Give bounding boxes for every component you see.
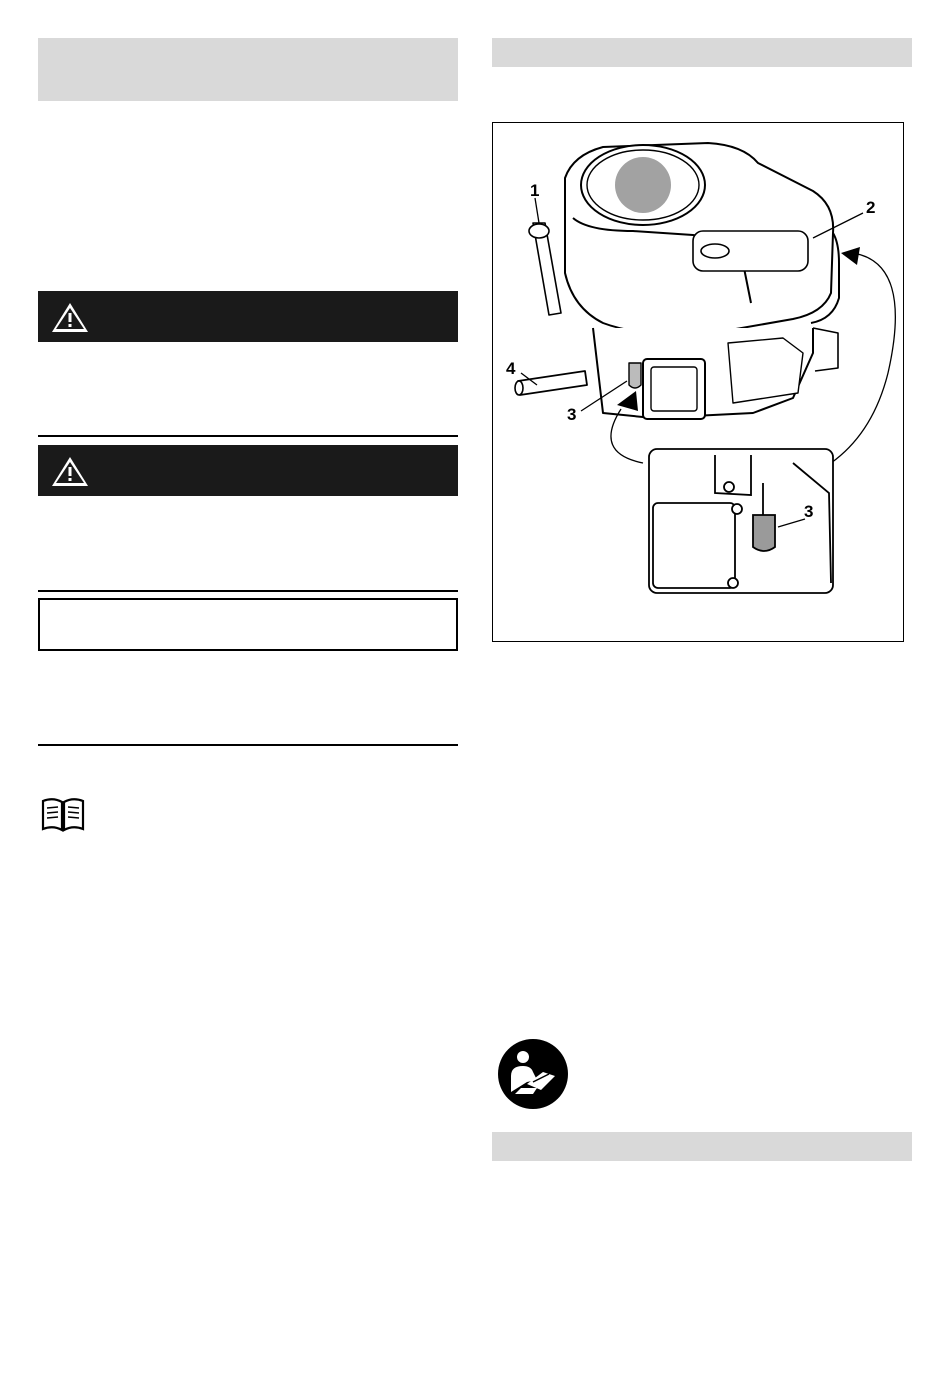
callout-3-detail: 3 [804, 502, 814, 521]
warning-banner-2 [38, 445, 458, 496]
callout-3: 3 [567, 405, 577, 424]
engine-figure [492, 122, 904, 642]
warning-banner-1 [38, 291, 458, 342]
section-divider-2 [38, 590, 458, 592]
warning-triangle-icon [44, 297, 96, 337]
right-section-header [492, 38, 912, 67]
right-section-header-2 [492, 1132, 912, 1161]
section-divider-3 [38, 744, 458, 746]
section-divider-1 [38, 435, 458, 437]
left-section-header [38, 38, 458, 101]
warning-triangle-icon [44, 451, 96, 491]
engine-illustration [493, 123, 903, 641]
callout-1: 1 [530, 181, 540, 200]
open-book-icon [40, 797, 86, 833]
notice-box [38, 598, 458, 651]
read-manual-pictogram-icon [497, 1038, 569, 1110]
callout-4: 4 [506, 359, 516, 378]
callout-2: 2 [866, 198, 876, 217]
